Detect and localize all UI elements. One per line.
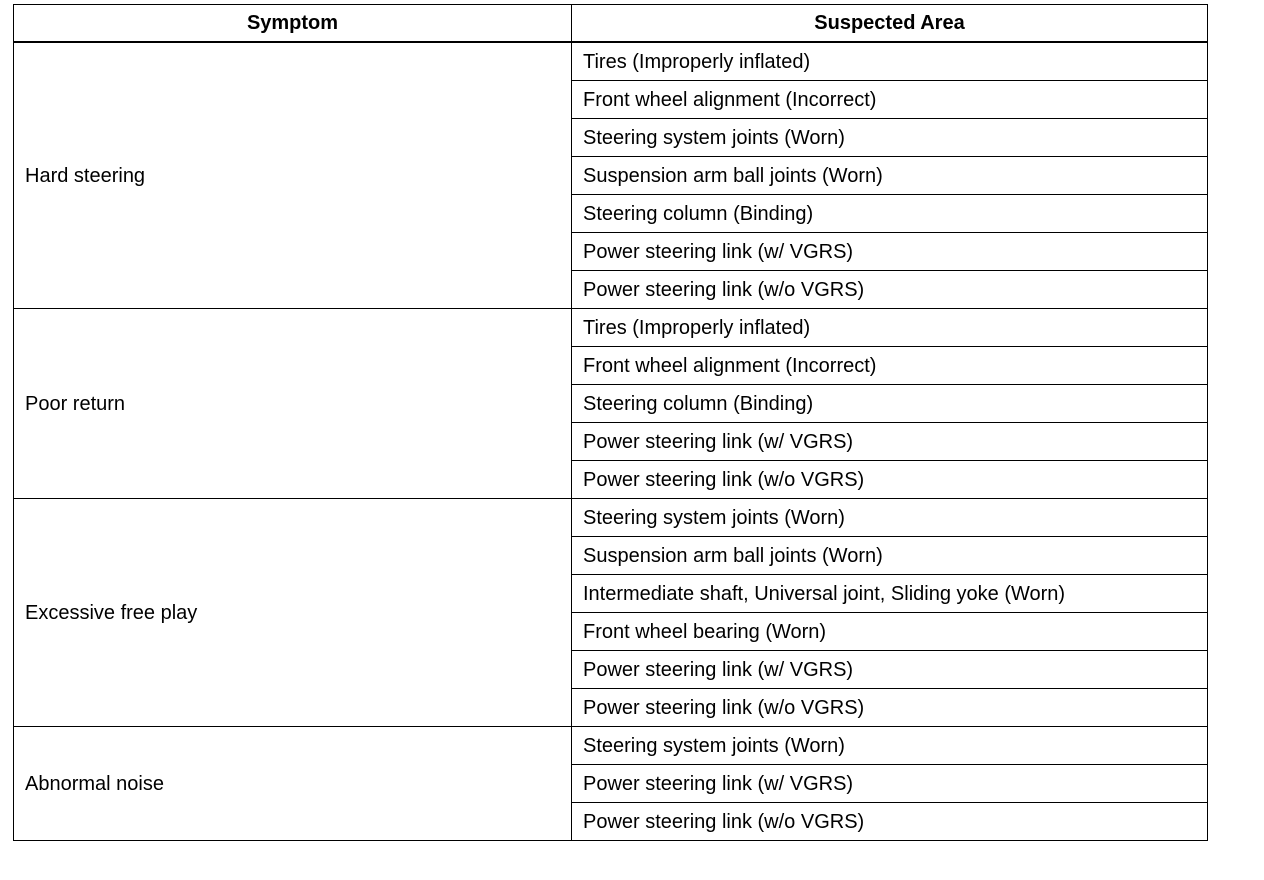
- suspected-area-cell: Tires (Improperly inflated): [572, 42, 1208, 81]
- suspected-area-cell: Power steering link (w/o VGRS): [572, 461, 1208, 499]
- symptom-cell: Hard steering: [14, 42, 572, 309]
- suspected-area-cell: Power steering link (w/o VGRS): [572, 271, 1208, 309]
- suspected-area-cell: Power steering link (w/o VGRS): [572, 803, 1208, 841]
- symptom-cell: Excessive free play: [14, 499, 572, 727]
- symptom-cell: Poor return: [14, 309, 572, 499]
- header-symptom: Symptom: [14, 5, 572, 43]
- table-row: [14, 309, 1208, 347]
- suspected-area-cell: Steering column (Binding): [572, 195, 1208, 233]
- suspected-area-cell: Front wheel bearing (Worn): [572, 613, 1208, 651]
- table-body: [14, 42, 1208, 841]
- suspected-area-cell: Suspension arm ball joints (Worn): [572, 537, 1208, 575]
- suspected-area-cell: Power steering link (w/ VGRS): [572, 651, 1208, 689]
- suspected-area-cell: Tires (Improperly inflated): [572, 309, 1208, 347]
- table-header: [14, 5, 1208, 43]
- header-suspected-area: Suspected Area: [572, 5, 1208, 43]
- header-row: [14, 5, 1208, 43]
- suspected-area-cell: Power steering link (w/ VGRS): [572, 233, 1208, 271]
- suspected-area-cell: Intermediate shaft, Universal joint, Sliding yoke (Worn): [572, 575, 1208, 613]
- suspected-area-cell: Power steering link (w/ VGRS): [572, 423, 1208, 461]
- suspected-area-cell: Power steering link (w/ VGRS): [572, 765, 1208, 803]
- suspected-area-cell: Suspension arm ball joints (Worn): [572, 157, 1208, 195]
- suspected-area-cell: Steering column (Binding): [572, 385, 1208, 423]
- suspected-area-cell: Power steering link (w/o VGRS): [572, 689, 1208, 727]
- table-row: [14, 42, 1208, 81]
- symptom-table: [13, 4, 1208, 841]
- suspected-area-cell: Steering system joints (Worn): [572, 499, 1208, 537]
- suspected-area-cell: Steering system joints (Worn): [572, 119, 1208, 157]
- symptom-cell: Abnormal noise: [14, 727, 572, 841]
- table-row: [14, 727, 1208, 765]
- table-row: [14, 499, 1208, 537]
- suspected-area-cell: Front wheel alignment (Incorrect): [572, 81, 1208, 119]
- suspected-area-cell: Steering system joints (Worn): [572, 727, 1208, 765]
- suspected-area-cell: Front wheel alignment (Incorrect): [572, 347, 1208, 385]
